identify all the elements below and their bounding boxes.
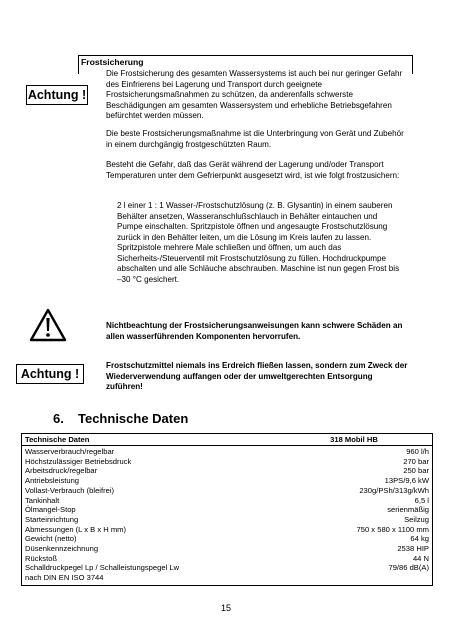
table-header-left: Technische Daten	[22, 434, 277, 446]
table-label: Tankinhalt	[25, 495, 60, 505]
frost-steps: 2 l einer 1 : 1 Wasser-/Frostschutzlösung (z. B. Glysantin) in einem sauberen Behälter ansetzen, Wasseranschlußschlauch in Behälter eintauchen und Pumpe einschalten. Spritzpistole öffnen und angesaugte Frostschutzlösung zurück in den Behälter leiten, um die Lösung im Kreis laufen zu lassen. Spritzpistole mehrere Male schließen und öffnen, um auch das Sicherheits-/Steuerventil mit Frostschutzlösung zu füllen. Hochdruckpumpe abschalten und alle Schläuche abschrauben. Maschine ist nun gegen Frost bis –30 °C gesichert.	[117, 201, 400, 284]
table-value: Seilzug	[404, 514, 429, 524]
frost-paragraph-2: Die beste Frostsicherungsmaßnahme ist die Unterbringung von Gerät und Zubehör in einem durchgängig frostgeschützten Raum.	[106, 129, 404, 149]
hazard-warning-text: Nichtbeachtung der Frostsicherungsanweisungen kann schwere Schäden an allen wasserführenden Komponenten hervorrufen.	[106, 321, 403, 341]
table-label: Schalldruckpegel Lp / Schalleistungspegel Lw	[25, 563, 180, 573]
section-number: 6.	[53, 411, 64, 426]
page-number: 15	[220, 603, 231, 613]
table-label: Starteinrichtung	[25, 514, 79, 524]
table-label: Vollast-Verbrauch (bleifrei)	[25, 485, 115, 495]
table-value: 230g/PSh/313g/kWh	[359, 485, 429, 495]
frost-section-title: Frostsicherung	[81, 57, 144, 67]
table-value: 13PS/9,6 kW	[384, 476, 429, 486]
table-value: 960 l/h	[406, 447, 429, 456]
table-label: Rückstoß	[25, 553, 58, 563]
table-label: Arbeitsdruck/regelbar	[25, 466, 98, 476]
table-value: 2538 HIP	[397, 544, 429, 554]
warning-triangle-icon	[29, 308, 67, 342]
table-label: Düsenkennzeichnung	[25, 544, 99, 554]
table-label: Gewicht (netto)	[25, 534, 77, 544]
warning-label-2: Achtung !	[16, 364, 84, 384]
warning-label: Achtung !	[26, 85, 88, 105]
table-label: Abmessungen (L x B x H mm)	[25, 524, 126, 534]
table-value: 79/86 dB(A)	[388, 563, 429, 573]
table-value: 64 kg	[410, 534, 429, 544]
table-label: Höchstzulässiger Betriebsdruck	[25, 456, 132, 466]
table-label: nach DIN EN ISO 3744	[25, 573, 104, 583]
table-header-row	[22, 434, 433, 446]
table-label: Antriebsleistung	[25, 476, 80, 486]
table-label: Ölmangel-Stop	[25, 505, 76, 515]
table-value: 44 N	[412, 553, 429, 563]
table-header-right: 318 Mobil HB	[276, 434, 433, 446]
frost-paragraph-3: Besteht die Gefahr, daß das Gerät während der Lagerung und/oder Transport Temperaturen unter dem Gefrierpunkt ausgesetzt wird, ist wie folgt frostzusichern:	[106, 160, 400, 180]
table-label: Wasserverbrauch/regelbar	[25, 447, 115, 456]
table-labels-cell	[22, 446, 277, 586]
technical-data-table	[21, 433, 433, 586]
antifreeze-warning-text: Frostschutzmittel niemals ins Erdreich fließen lassen, sondern zum Zweck der Wiederverwendung auffangen oder der umweltgerechten Entsorgung zuführen!	[106, 361, 408, 391]
table-values-cell	[276, 446, 433, 586]
section-title: Technische Daten	[78, 411, 189, 426]
frost-paragraph-1: Die Frostsicherung des gesamten Wassersystems ist auch bei nur geringer Gefahr des Einfrierens bei Lagerung und Transport durch geeignete Frostsicherungsmaßnahmen zu schützen, da anderenfalls schwerste Beschädigungen am gesamten Wassersystem und erhebliche Betriebsgefahren befürchtet werden müssen.	[106, 69, 403, 120]
table-value: 270 bar	[403, 456, 429, 466]
table-body-row	[22, 446, 433, 586]
table-value: serienmäßig	[387, 505, 429, 515]
table-value: 750 x 580 x 1100 mm	[356, 524, 429, 534]
table-value: 6,5 l	[414, 495, 429, 505]
table-value: 250 bar	[403, 466, 429, 476]
